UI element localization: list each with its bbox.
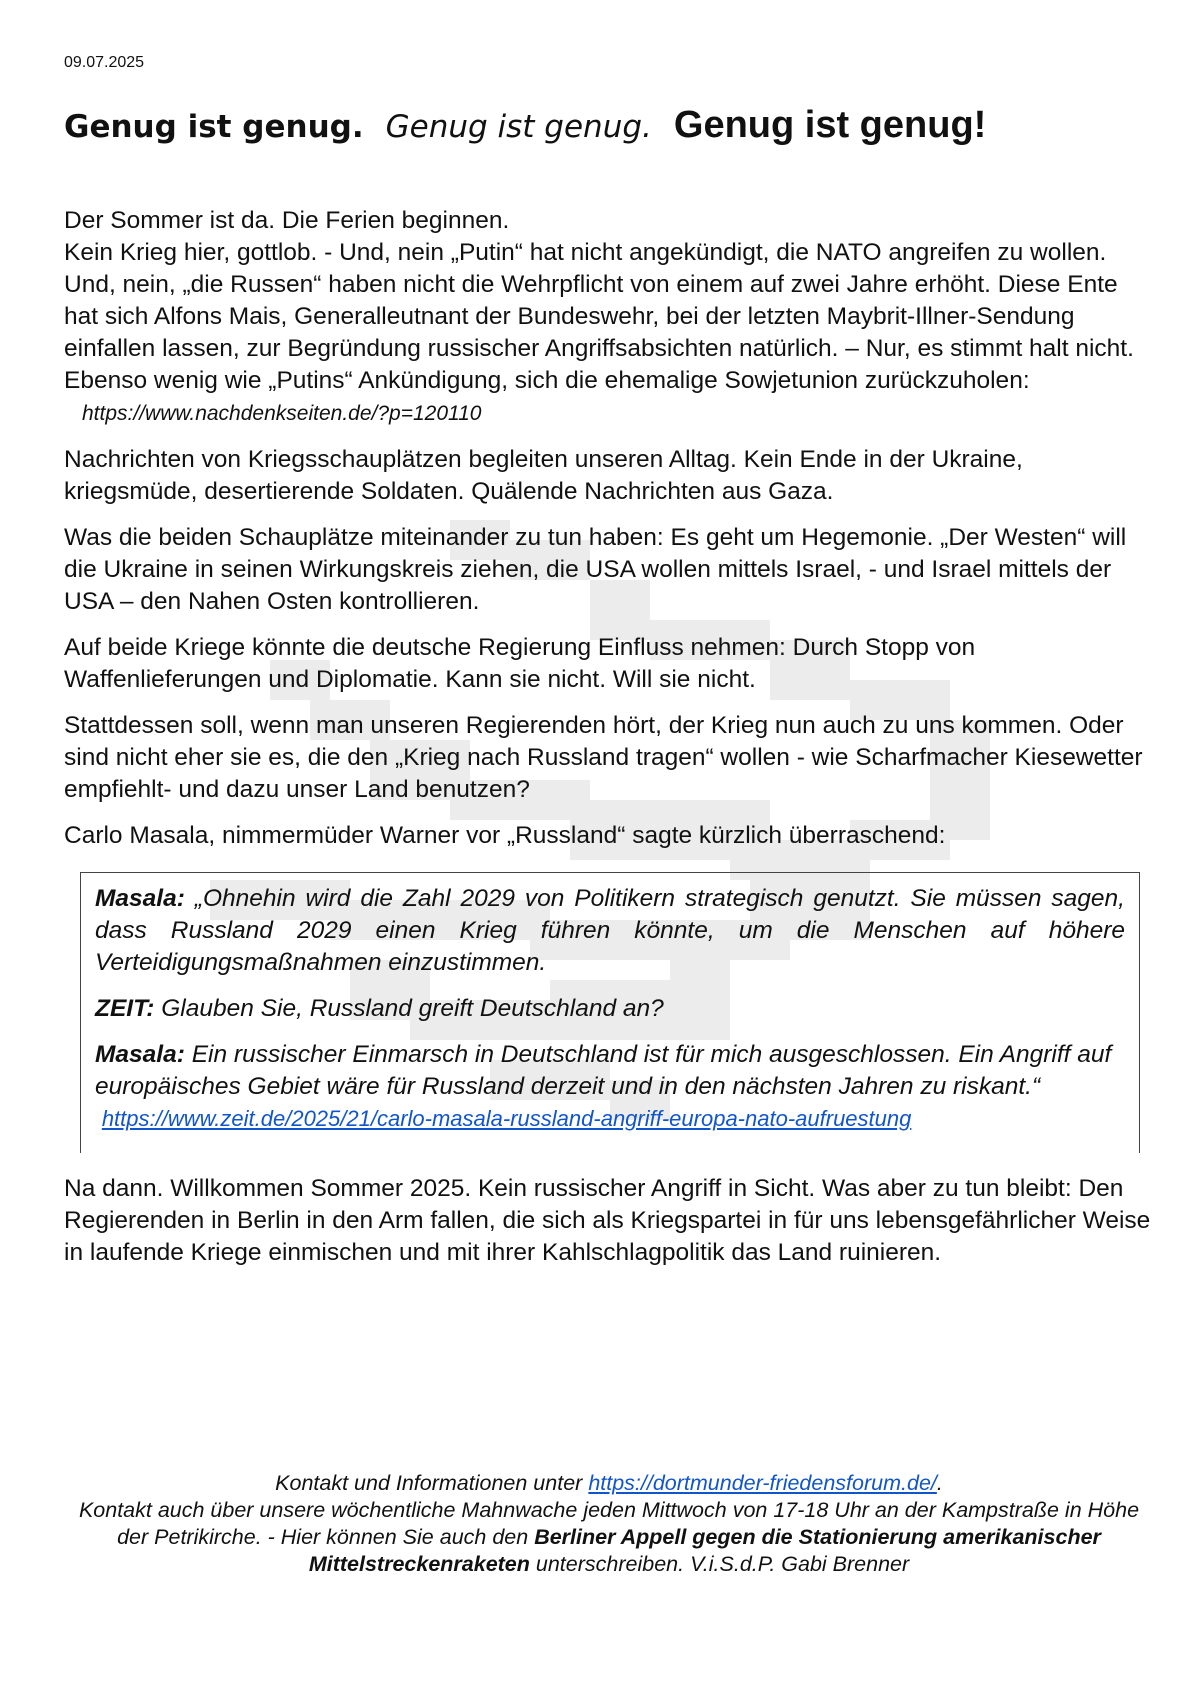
paragraph-masala-intro: Carlo Masala, nimmermüder Warner vor „Russland“ sagte kürzlich überraschend: (64, 822, 946, 849)
contact-footer (64, 1470, 1154, 1578)
title-part-italic: Genug ist genug. (385, 109, 652, 145)
speaker-zeit: ZEIT: (95, 995, 155, 1022)
paragraph-instead: Stattdessen soll, wenn man unseren Regierenden hört, der Krieg nun auch zu uns kommen. Oder sind nicht eher sie es, die den „Krieg nach Russland tragen“ wollen - wie Scharfmacher Kiesewetter empfiehlt- und dazu unser Land benutzen? (64, 712, 1143, 803)
speaker-masala: Masala: (95, 885, 185, 912)
quote-text: Ein russischer Einmarsch in Deutschland ist für mich ausgeschlossen. Ein Angriff auf europäisches Gebiet wäre für Russland derzeit und in den nächsten Jahren zu riskant.“ (95, 1041, 1112, 1100)
document-date: 09.07.2025 (64, 54, 145, 71)
friedensforum-link[interactable]: https://dortmunder-friedensforum.de/ (588, 1471, 937, 1495)
intro-text: Kein Krieg hier, gottlob. - Und, nein „Putin“ hat nicht angekündigt, die NATO angreifen zu wollen. Und, nein, „die Russen“ haben nicht die Wehrpflicht von einem auf zwei Jahre erhöht. Diese Ente hat sich Alfons Mais, Generalleutnant der Bundeswehr, bei der letzten Maybrit-Illner-Sendung einfallen lassen, zur Begründung russischer Angriffsabsichten natürlich. – Nur, es stimmt halt nicht. Ebenso wenig wie „Putins“ Ankündigung, sich die ehemalige Sowjetunion zurückzuholen: (64, 239, 1134, 394)
page-title (64, 104, 986, 147)
berliner-appell-text: Berliner Appell gegen die Stationierung amerikanischer Mittelstreckenraketen (308, 1525, 1101, 1576)
footer-prefix: Kontakt und Informationen unter (275, 1471, 583, 1495)
zeit-article-link[interactable]: https://www.zeit.de/2025/21/carlo-masala-russland-angriff-europa-nato-aufruestung (101, 1106, 912, 1131)
footer-period: . (936, 1471, 943, 1495)
interview-quote-box (80, 872, 1140, 1153)
intro-line: Der Sommer ist da. Die Ferien beginnen. (64, 207, 510, 234)
title-part-large: Genug ist genug! (673, 104, 987, 146)
document-body (64, 205, 1154, 1283)
paragraph-news: Nachrichten von Kriegsschauplätzen begleiten unseren Alltag. Kein Ende in der Ukraine, kriegsmüde, desertierende Soldaten. Quälende Nachrichten aus Gaza. (64, 446, 1023, 505)
quote-zeit (95, 993, 1125, 1025)
footer-signature: unterschreiben. V.i.S.d.P. Gabi Brenner (535, 1552, 910, 1576)
quote-masala-2 (95, 1039, 1125, 1135)
speaker-masala: Masala: (95, 1041, 185, 1068)
quote-text: „Ohnehin wird die Zahl 2029 von Politikern strategisch genutzt. Sie müssen sagen, dass Russland 2029 einen Krieg führen könnte, um die Menschen auf höhere Verteidigungsmaßnahmen einzustimmen. (95, 885, 1125, 976)
quote-text: Glauben Sie, Russland greift Deutschland an? (161, 995, 664, 1022)
footer-mahnwache-text: Kontakt auch über unsere wöchentliche Mahnwache jeden Mittwoch von 17-18 Uhr an der Kampstraße in Höhe der Petrikirche. - Hier können Sie auch den (78, 1498, 1140, 1549)
quote-masala-1 (95, 883, 1125, 979)
paragraph-hegemony: Was die beiden Schauplätze miteinander zu tun haben: Es geht um Hegemonie. „Der Westen“ will die Ukraine in seinen Wirkungskreis ziehen, die USA wollen mittels Israel, - und Israel mittels der USA – den Nahen Osten kontrollieren. (64, 524, 1127, 615)
paragraph-intro (64, 205, 1154, 430)
title-part-bold: Genug ist genug. (64, 109, 364, 145)
paragraph-closing: Na dann. Willkommen Sommer 2025. Kein russischer Angriff in Sicht. Was aber zu tun bleibt: Den Regierenden in Berlin in den Arm fallen, die sich als Kriegspartei in für uns lebensgefährlicher Weise in laufende Kriege einmischen und mit ihrer Kahlschlagpolitik das Land ruinieren. (64, 1175, 1151, 1266)
paragraph-government: Auf beide Kriege könnte die deutsche Regierung Einfluss nehmen: Durch Stopp von Waffenlieferungen und Diplomatie. Kann sie nicht. Will sie nicht. (64, 634, 976, 693)
nachdenkseiten-url[interactable]: https://www.nachdenkseiten.de/?p=120110 (82, 402, 482, 425)
